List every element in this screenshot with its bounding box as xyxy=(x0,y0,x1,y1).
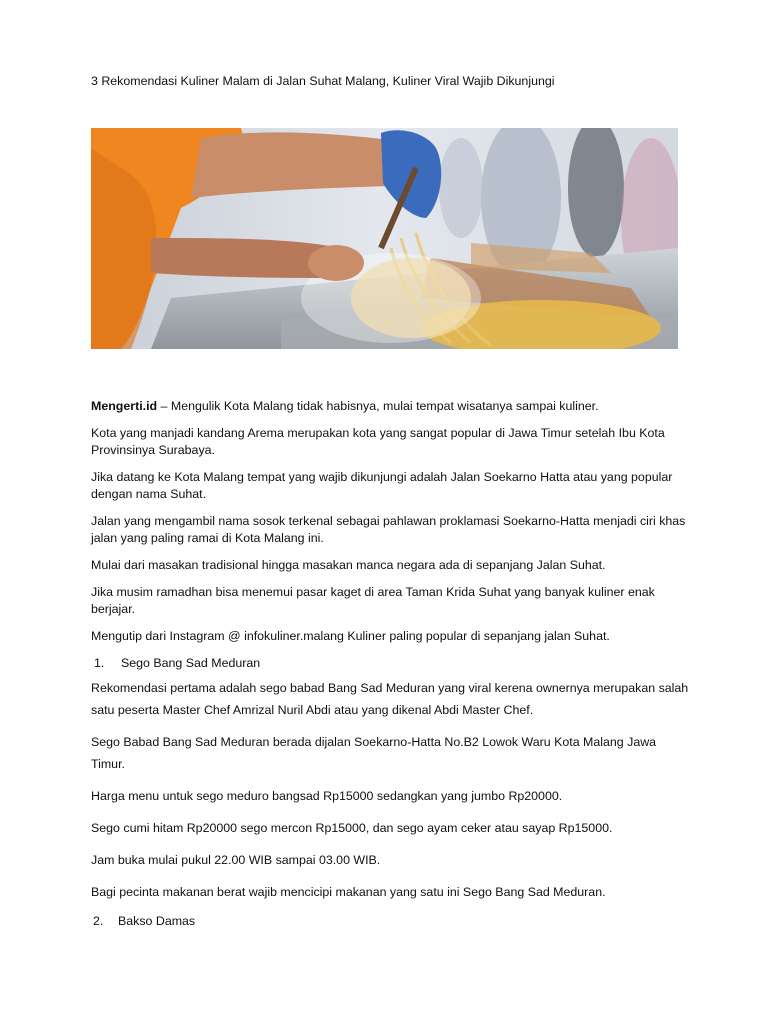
paragraph: Jika datang ke Kota Malang tempat yang wajib dikunjungi adalah Jalan Soekarno Hatta atau yang popular dengan nama Suhat. xyxy=(91,470,673,501)
paragraph: Jika musim ramadhan bisa menemui pasar kaget di area Taman Krida Suhat yang banyak kuliner enak berjajar. xyxy=(91,585,655,616)
lead-paragraph xyxy=(91,398,691,415)
list-item-bakso-damas xyxy=(91,913,691,930)
list-label: Sego Bang Sad Meduran xyxy=(121,656,261,670)
list-number: 2. xyxy=(93,914,104,928)
detail-line: Rekomendasi pertama adalah sego babad Bang Sad Meduran yang viral kerena ownernya merupakan salah satu peserta Master Chef Amrizal Nuril Abdi atau yang dikenal Abdi Master Chef. xyxy=(91,681,689,717)
article-body xyxy=(91,398,691,930)
source-name: Mengerti.id xyxy=(91,399,158,413)
detail-line: Sego Babad Bang Sad Meduran berada dijalan Soekarno-Hatta No.B2 Lowok Waru Kota Malang Jawa Timur. xyxy=(91,735,657,771)
lead-text: – Mengulik Kota Malang tidak habisnya, mulai tempat wisatanya sampai kuliner. xyxy=(157,399,599,413)
paragraph: Mulai dari masakan tradisional hingga masakan manca negara ada di sepanjang Jalan Suhat. xyxy=(91,558,606,572)
detail-line: Jam buka mulai pukul 22.00 WIB sampai 03.00 WIB. xyxy=(91,853,381,867)
paragraph: Mengutip dari Instagram @ infokuliner.malang Kuliner paling popular di sepanjang jalan Suhat. xyxy=(91,629,610,643)
detail-line: Harga menu untuk sego meduro bangsad Rp15000 sedangkan yang jumbo Rp20000. xyxy=(91,789,563,803)
list-label: Bakso Damas xyxy=(118,914,196,928)
paragraph: Jalan yang mengambil nama sosok terkenal sebagai pahlawan proklamasi Soekarno-Hatta menjadi ciri khas jalan yang paling ramai di Kota Malang ini. xyxy=(91,514,686,545)
list-item-sego-bang-sad xyxy=(91,655,691,672)
paragraph: Kota yang manjadi kandang Arema merupakan kota yang sangat popular di Jawa Timur setelah Ibu Kota Provinsinya Surabaya. xyxy=(91,426,665,457)
page-title: 3 Rekomendasi Kuliner Malam di Jalan Suhat Malang, Kuliner Viral Wajib Dikunjungi xyxy=(91,74,555,88)
list-number: 1. xyxy=(94,656,105,670)
detail-line: Bagi pecinta makanan berat wajib mencicipi makanan yang satu ini Sego Bang Sad Meduran. xyxy=(91,885,606,899)
detail-line: Sego cumi hitam Rp20000 sego mercon Rp15000, dan sego ayam ceker atau sayap Rp15000. xyxy=(91,821,613,835)
hero-image xyxy=(91,128,678,349)
street-food-photo xyxy=(91,128,678,349)
